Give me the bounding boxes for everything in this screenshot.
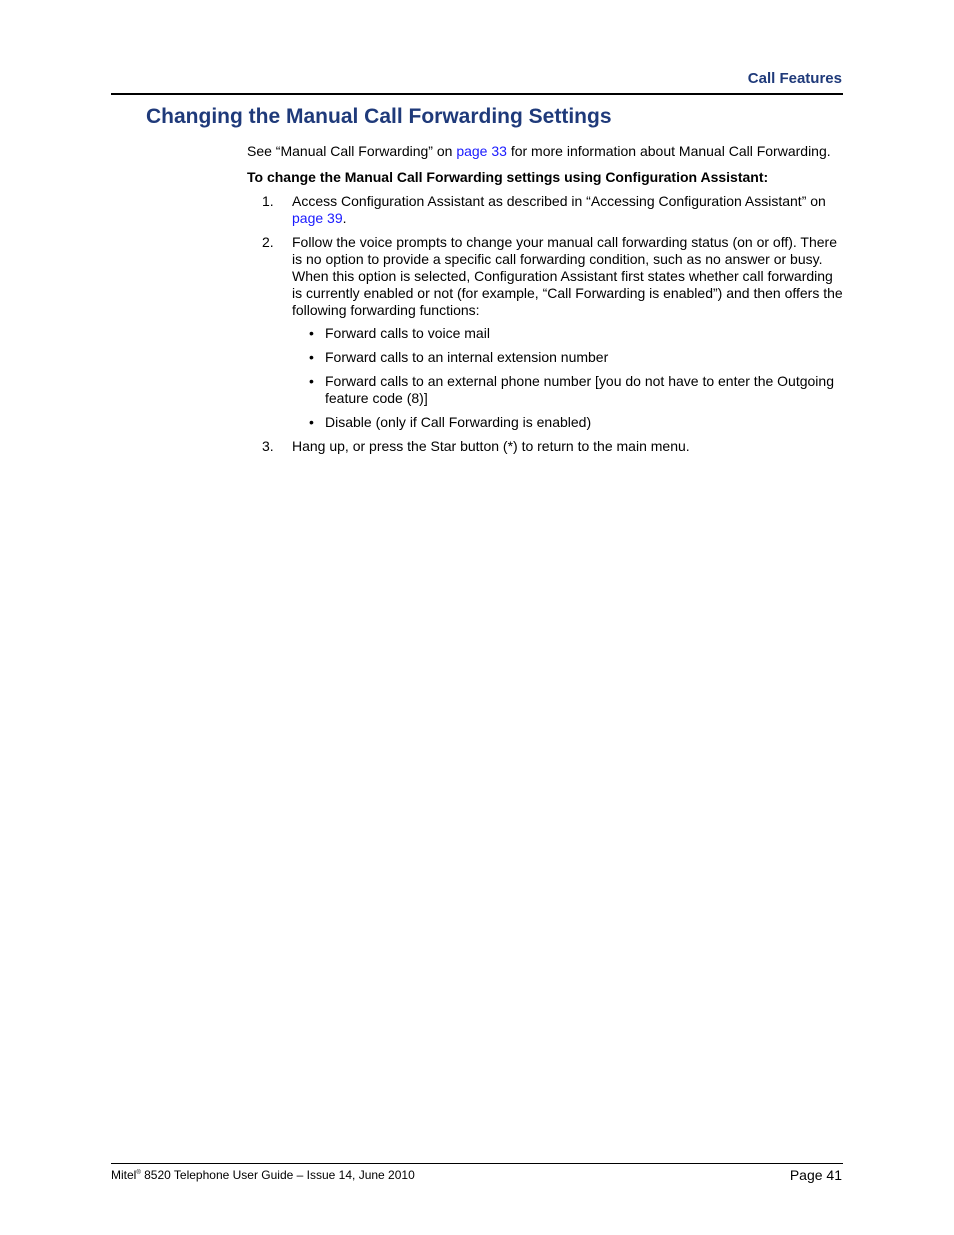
header-divider [111,93,843,95]
step-number: 2. [262,234,274,250]
list-item-text: Disable (only if Call Forwarding is enabled) [325,414,592,430]
bullet-icon: • [309,373,314,389]
procedure-heading: To change the Manual Call Forwarding settings using Configuration Assistant: [247,169,769,185]
bullet-icon: • [309,349,314,365]
registered-mark: ® [136,1170,141,1176]
list-item-text: Forward calls to voice mail [325,325,490,341]
list-item [292,325,843,342]
footer-divider [111,1163,843,1164]
footer-guide: 8520 Telephone User Guide – Issue 14, June 2010 [140,1168,415,1182]
footer-brand: Mitel [111,1168,137,1182]
procedure-steps [247,193,843,455]
step-3 [247,438,843,455]
list-item [292,349,843,366]
list-item [292,373,843,407]
list-item-text: Forward calls to an internal extension number [325,349,609,365]
bullet-icon: • [309,414,314,430]
step-text-after: . [342,210,347,226]
footer-document-title [111,1168,415,1182]
page-33-link[interactable]: page 33 [456,143,507,159]
page-title: Changing the Manual Call Forwarding Settings [146,105,612,128]
main-content [247,143,843,462]
list-item [292,414,843,431]
running-header-section: Call Features [747,70,842,87]
step-number: 1. [262,193,274,209]
intro-paragraph [247,143,843,160]
list-item-text: Forward calls to an external phone number [you do not have to enter the Outgoing feature code (8)] [325,373,834,406]
page-number: Page 41 [789,1167,842,1183]
forwarding-functions-list [292,325,843,431]
step-text: Hang up, or press the Star button (*) to return to the main menu. [292,438,690,454]
intro-text-after: for more information about Manual Call Forwarding. [506,143,831,159]
bullet-icon: • [309,325,314,341]
step-number: 3. [262,438,274,454]
step-text: Access Configuration Assistant as described in “Accessing Configuration Assistant” on [292,193,826,209]
intro-text-before: See “Manual Call Forwarding” on [247,143,457,159]
step-1 [247,193,843,227]
step-2 [247,234,843,431]
step-text: Follow the voice prompts to change your manual call forwarding status (on or off). There is no option to provide a specific call forwarding condition, such as no answer or busy. When this option is selected, Configuration Assistant first states whether call forwarding is currently enabled or not (for example, “Call Forwarding is enabled”) and then offers the following forwarding functions: [292,234,843,318]
page-39-link[interactable]: page 39 [292,210,343,226]
